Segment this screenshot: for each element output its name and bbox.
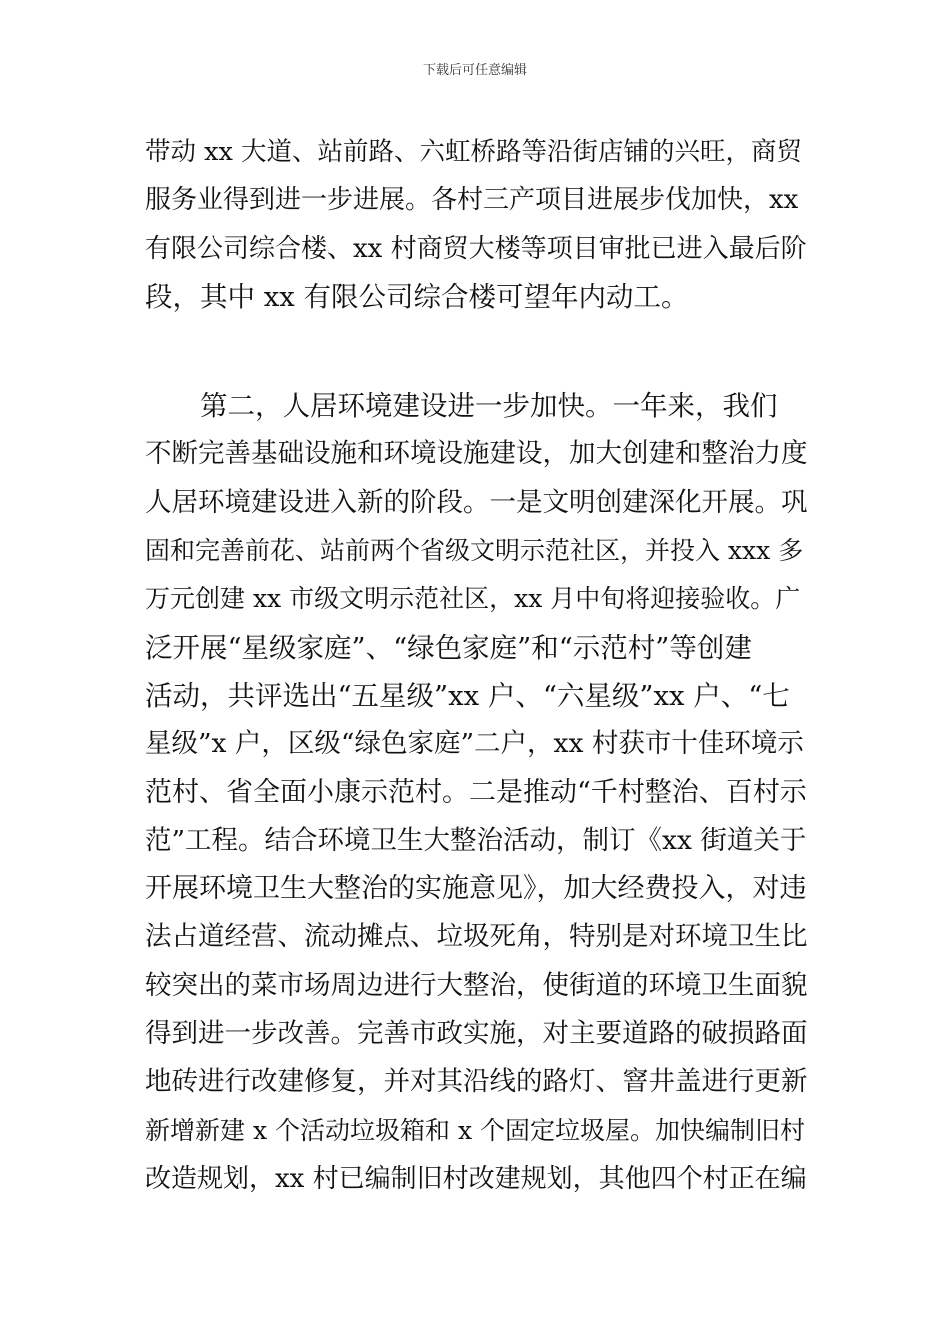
text-line: 较突出的菜市场周边进行大整治，使街道的环境卫生面貌 [145,969,808,1001]
page-header: 下载后可任意编辑 [422,63,527,78]
text-line: 固和完善前花、站前两个省级文明示范社区，并投入 xxx 多 [145,536,804,566]
text-line: 新增新建 x 个活动垃圾箱和 x 个固定垃圾屋。加快编制旧村 [145,1115,805,1145]
text-line: 泛开展“星级家庭”、“绿色家庭”和“示范村”等创建 [145,631,752,664]
text-line: 范村、省全面小康示范村。二是推动“千村整治、百村示 [145,776,807,808]
text-line: 活动，共评选出“五星级”xx 户、“六星级”xx 户、“七 [145,679,790,712]
text-line: 不断完善基础设施和环境设施建设，加大创建和整治力度 [145,438,808,470]
text-line: 万元创建 xx 市级文明示范社区，xx 月中旬将迎接验收。广 [145,584,801,614]
text-line: 人居环境建设进入新的阶段。一是文明创建深化开展。巩 [145,486,808,518]
text-line: 地砖进行改建修复，并对其沿线的路灯、窨井盖进行更新 [145,1066,808,1098]
paragraph-2 [145,382,810,1203]
text-line: 服务业得到进一步进展。各村三产项目进展步伐加快，xx [145,185,799,216]
text-line: 改造规划，xx 村已编制旧村改建规划，其他四个村正在编 [145,1163,807,1194]
text-line: 带动 xx 大道、站前路、六虹桥路等沿街店铺的兴旺，商贸 [145,137,802,167]
document-body [145,128,810,1203]
text-line: 范”工程。结合环境卫生大整治活动，制订《xx 街道关于 [145,824,807,856]
text-line: 得到进一步改善。完善市政实施，对主要道路的破损路面 [145,1018,808,1050]
text-line: 段，其中 xx 有限公司综合楼可望年内动工。 [145,280,689,313]
text-line: 法占道经营、流动摊点、垃圾死角，特别是对环境卫生比 [145,921,808,953]
text-line: 有限公司综合楼、xx 村商贸大楼等项目审批已进入最后阶 [145,233,807,264]
text-line: 第二，人居环境建设进一步加快。一年来，我们 [145,390,778,423]
text-line: 星级”x 户，区级“绿色家庭”二户，xx 村获市十佳环境示 [145,728,804,760]
paragraph-gap [145,321,810,382]
text-line: 开展环境卫生大整治的实施意见》，加大经费投入，对违 [145,873,807,905]
paragraph-1 [145,128,810,321]
